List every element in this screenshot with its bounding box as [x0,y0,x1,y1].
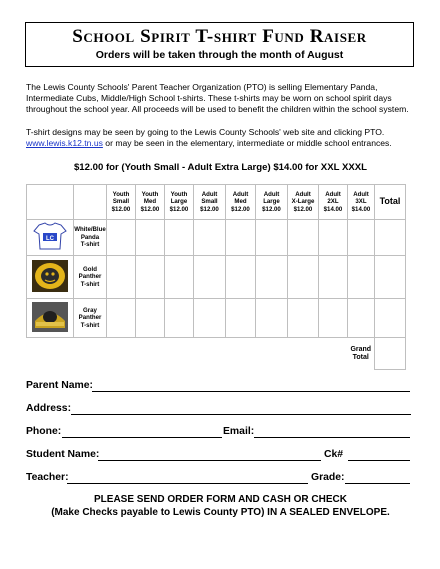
size-header: Adult X-Large $12.00 [288,185,319,220]
grand-total-row [27,338,406,370]
size-header: Adult Med $12.00 [226,185,256,220]
qty-cell[interactable] [288,220,319,256]
row-total-cell[interactable] [375,299,406,338]
qty-cell[interactable] [194,299,226,338]
corner-cell [27,185,74,220]
qty-cell[interactable] [165,220,194,256]
qty-cell[interactable] [256,299,288,338]
product-row-gray-panther [27,299,406,338]
qty-cell[interactable] [194,220,226,256]
student-line [26,449,414,463]
product-row-panda [27,220,406,256]
designs-text: T-shirt designs may be seen by going to the Lewis County Schools' web site and clicking PTO. [26,127,385,137]
order-table [26,184,406,370]
qty-cell[interactable] [165,256,194,299]
grade-label: Grade: [311,472,345,483]
footer-line-2: (Make Checks payable to Lewis County PTO) IN A SEALED ENVELOPE. [51,506,390,518]
footer-instructions [26,494,415,519]
total-header: Total [375,185,406,220]
email-label: Email: [223,426,255,437]
qty-cell[interactable] [107,299,136,338]
product-row-gold-panther [27,256,406,299]
qty-cell[interactable] [256,256,288,299]
title-box [25,22,414,67]
check-number-field[interactable] [348,460,410,461]
footer-line-1: PLEASE SEND ORDER FORM AND CASH OR CHECK [94,494,347,505]
qty-cell[interactable] [136,220,165,256]
qty-cell[interactable] [348,220,375,256]
phone-label: Phone: [26,426,62,437]
grade-field[interactable] [345,483,410,484]
qty-cell[interactable] [226,299,256,338]
student-name-label: Student Name: [26,449,100,460]
size-header: Adult Large $12.00 [256,185,288,220]
qty-cell[interactable] [107,220,136,256]
product-image-cell [27,256,74,299]
student-name-field[interactable] [98,460,321,461]
qty-cell[interactable] [288,299,319,338]
grand-total-cell[interactable] [375,338,406,370]
qty-cell[interactable] [288,256,319,299]
size-header: Adult 2XL $14.00 [319,185,348,220]
svg-text:LC: LC [46,236,54,243]
row-total-cell[interactable] [375,220,406,256]
teacher-field[interactable] [67,483,308,484]
phone-field[interactable] [62,437,222,438]
qty-cell[interactable] [136,299,165,338]
blank-area [27,338,348,370]
page-subtitle: Orders will be taken through the month of August [95,49,344,61]
qty-cell[interactable] [165,299,194,338]
row-total-cell[interactable] [375,256,406,299]
gold-panther-icon [30,259,70,293]
parent-name-line [26,380,414,394]
qty-cell[interactable] [226,220,256,256]
product-name: Gold Panther T-shirt [74,256,107,299]
qty-cell[interactable] [319,299,348,338]
address-label: Address: [26,403,72,414]
intro-paragraph: The Lewis County Schools' Parent Teacher Organization (PTO) is selling Elementary Panda, Intermediate Cubs, Middle/High School t-shirts. These t-shirts may be worn on school spirit days throughout the school year. All proceeds will be used to benefit the children within the school system. [26,82,409,115]
product-name: Gray Panther T-shirt [74,299,107,338]
qty-cell[interactable] [136,256,165,299]
parent-name-label: Parent Name: [26,380,93,391]
price-line: $12.00 for (Youth Small - Adult Extra Large) $14.00 for XXL XXXL [73,162,368,173]
qty-cell[interactable] [319,220,348,256]
website-link[interactable]: www.lewis.k12.tn.us [26,138,103,149]
qty-cell[interactable] [348,299,375,338]
address-field[interactable] [71,414,411,415]
page-title: School Spirit T-shirt Fund Raiser [72,26,367,47]
qty-cell[interactable] [348,256,375,299]
size-header: Youth Small $12.00 [107,185,136,220]
panda-shirt-icon [30,221,70,251]
teacher-label: Teacher: [26,472,69,483]
email-field[interactable] [254,437,410,438]
size-header: Adult Small $12.00 [194,185,226,220]
designs-paragraph [26,127,418,149]
product-image-cell [27,299,74,338]
gray-panther-icon [30,301,70,333]
size-header-row [27,185,406,220]
product-image-cell [27,220,74,256]
parent-name-field[interactable] [92,391,410,392]
size-header: Youth Med $12.00 [136,185,165,220]
qty-cell[interactable] [194,256,226,299]
teacher-grade-line [26,472,414,486]
qty-cell[interactable] [256,220,288,256]
grand-total-label: Grand Total [350,346,372,361]
product-name: White/Blue Panda T-shirt [74,220,107,256]
designs-text-2: or may be seen in the elementary, intermediate or middle school entrances. [102,138,392,149]
phone-email-line [26,426,414,440]
size-header: Youth Large $12.00 [165,185,194,220]
qty-cell[interactable] [319,256,348,299]
address-line [26,403,414,417]
corner-cell-2 [74,185,107,220]
size-header: Adult 3XL $14.00 [348,185,375,220]
qty-cell[interactable] [226,256,256,299]
qty-cell[interactable] [107,256,136,299]
check-number-label: Ck# [324,449,344,460]
